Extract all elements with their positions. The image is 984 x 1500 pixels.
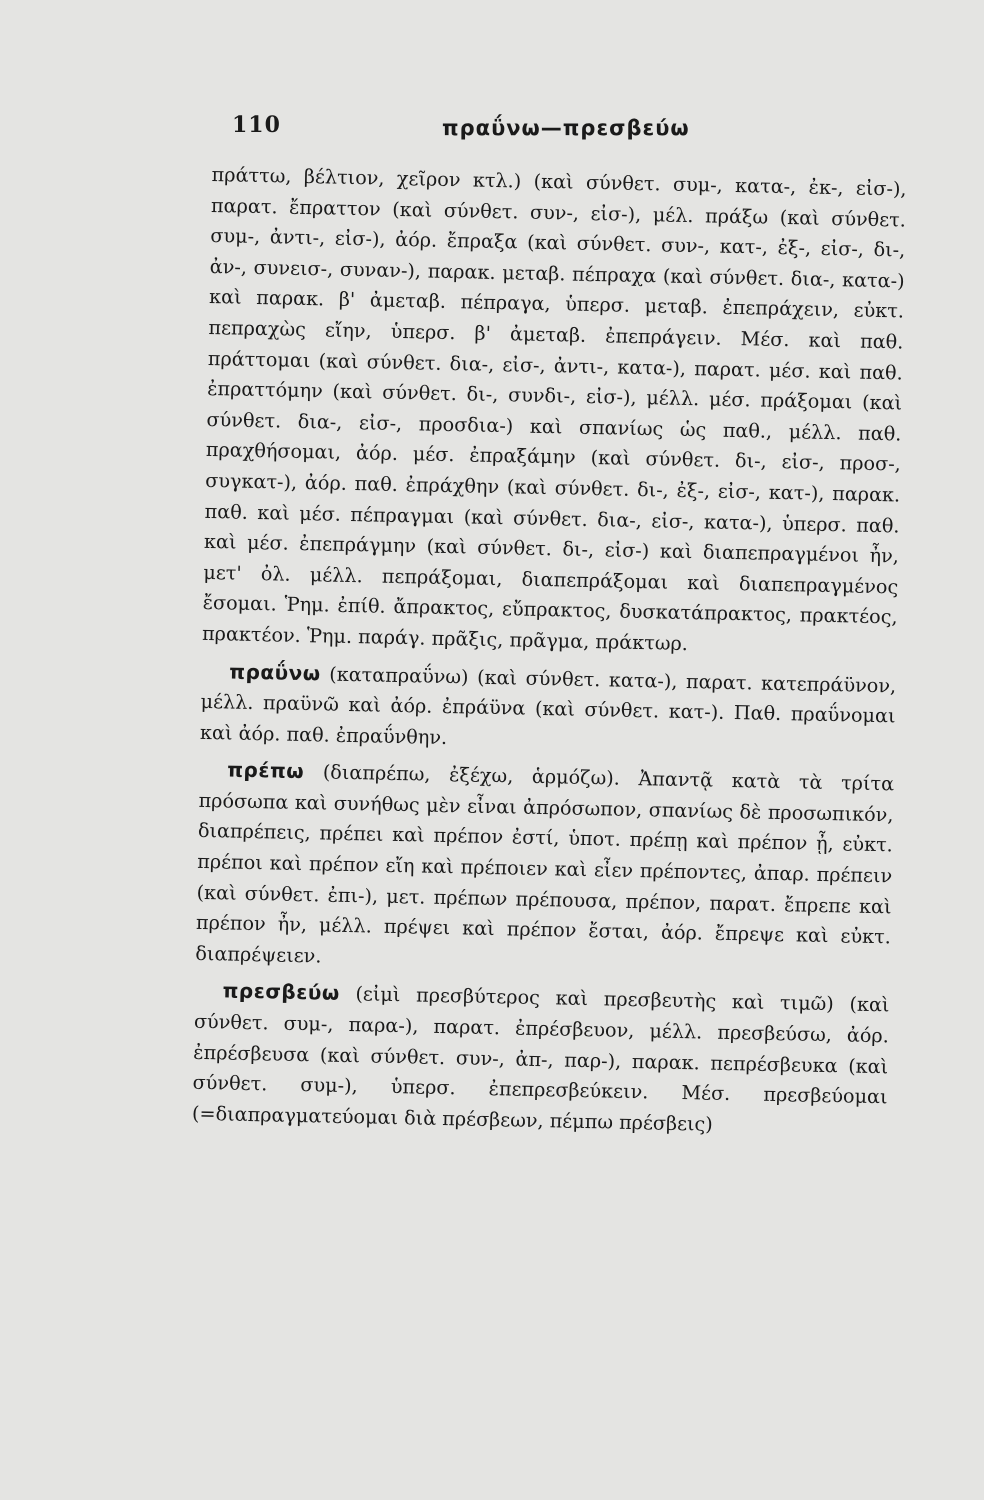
headword: πραΰνω — [229, 658, 321, 685]
headword: πρεσβεύω — [222, 978, 341, 1006]
entry-prepō — [195, 754, 894, 984]
continuation-paragraph: πράττω, βέλτιον, χεῖρον κτλ.) (καὶ σύνθετ. συμ-, κατα-, ἐκ-, εἰσ-), παρατ. ἔπραττον (καὶ σύνθετ. συν-, εἰσ-), μέλ. πράξω (καὶ σύνθετ. συμ-, ἀντι-, εἰσ-), ἀόρ. ἔπραξα (καὶ σύνθετ. συν-, κατ-, ἐξ-, εἰσ-, δι-, ἀν-, συνεισ-, συναν-), παρακ. μεταβ. πέπραχα (καὶ σύνθετ. δια-, κατα-) καὶ παρακ. β' ἀμεταβ. πέπραγα, ὑπερσ. μεταβ. ἐπεπράχειν, εὐκτ. πεπραχὼς εἴην, ὑπερσ. β' ἀμεταβ. ἐπεπράγειν. Μέσ. καὶ παθ. πράττομαι (καὶ σύνθετ. δια-, εἰσ-, ἀντι-, κατα-), παρατ. μέσ. καὶ παθ. ἐπραττόμην (καὶ σύνθετ. δι-, συνδι-, εἰσ-), μέλλ. μέσ. πράξομαι (καὶ σύνθετ. δια-, εἰσ-, προσδια-) καὶ σπανίως ὡς παθ., μέλλ. παθ. πραχθήσομαι, ἀόρ. μέσ. ἐπραξάμην (καὶ σύνθετ. δι-, εἰσ-, προσ-, συγκατ-), ἀόρ. παθ. ἐπράχθην (καὶ σύνθετ. δι-, ἐξ-, εἰσ-, κατ-), παρακ. παθ. καὶ μέσ. πέπραγμαι (καὶ σύνθετ. δια-, εἰσ-, κατα-), ὑπερσ. παθ. καὶ μέσ. ἐπεπράγμην (καὶ σύνθετ. δι-, εἰσ-) καὶ διαπεπραγμένοι ἦν, μετ' ὀλ. μέλλ. πεπράξομαι, διαπεπράξομαι καὶ διαπεπραγμένος ἔσομαι. Ῥημ. ἐπίθ. ἄπρακτος, εὔπρακτος, δυσκατάπρακτος, πρακτέος, πρακτέον. Ῥημ. παράγ. πρᾶξις, πρᾶγμα, πράκτωρ. — [201, 162, 907, 655]
entry-text: (καταπραΰνω) (καὶ σύνθετ. κατα-), παρατ. κατεπράϋνον, μέλλ. πραϋνῶ καὶ ἀόρ. ἐπράϋνα (καὶ σύνθετ. κατ-). Παθ. πραΰνομαι καὶ ἀόρ. παθ. ἐπραΰνθην. — [199, 662, 897, 749]
entry-praunō — [200, 655, 897, 762]
entry-text: (εἰμὶ πρεσβύτερος καὶ πρεσβευτὴς καὶ τιμῶ) (καὶ σύνθετ. συμ-, παρα-), παρατ. ἐπρέσβευον, μέλλ. πρεσβεύσω, ἀόρ. ἐπρέσβευσα (καὶ σύνθετ. συν-, ἀπ-, παρ-), παρακ. πεπρέσβευκα (καὶ σύνθετ. συμ-), ὑπερσ. ἐπεπρεσβεύκειν. Μέσ. πρεσβεύομαι (=διαπραγματεύομαι διὰ πρέσβεων, πέμπω πρέσβεις) — [191, 982, 890, 1136]
running-title: πραΰνω—πρεσβεύω — [442, 116, 690, 140]
dictionary-body — [192, 160, 907, 1144]
page-header — [232, 112, 732, 152]
headword: πρέπω — [226, 757, 305, 784]
entry-presbeuō — [192, 975, 890, 1143]
page-number: 110 — [232, 112, 281, 138]
entry-text: (διαπρέπω, ἐξέχω, ἁρμόζω). Ἀπαντᾷ κατὰ τὰ τρίτα πρόσωπα καὶ συνήθως μὲν εἶναι ἀπρόσωπον, σπανίως δὲ προσωπικόν, διαπρέπεις, πρέπει καὶ πρέπον ἐστί, ὑποτ. πρέπῃ καὶ πρέπον ᾖ, εὐκτ. πρέποι καὶ πρέπον εἴη καὶ πρέποιεν καὶ εἶεν πρέποντες, ἀπαρ. πρέπειν (καὶ σύνθετ. ἐπι-), μετ. πρέπων πρέπουσα, πρέπον, παρατ. ἔπρεπε καὶ πρέπον ἦν, μέλλ. πρέψει καὶ πρέπον ἔσται, ἀόρ. ἔπρεψε καὶ εὐκτ. διαπρέψειεν. — [195, 760, 895, 968]
